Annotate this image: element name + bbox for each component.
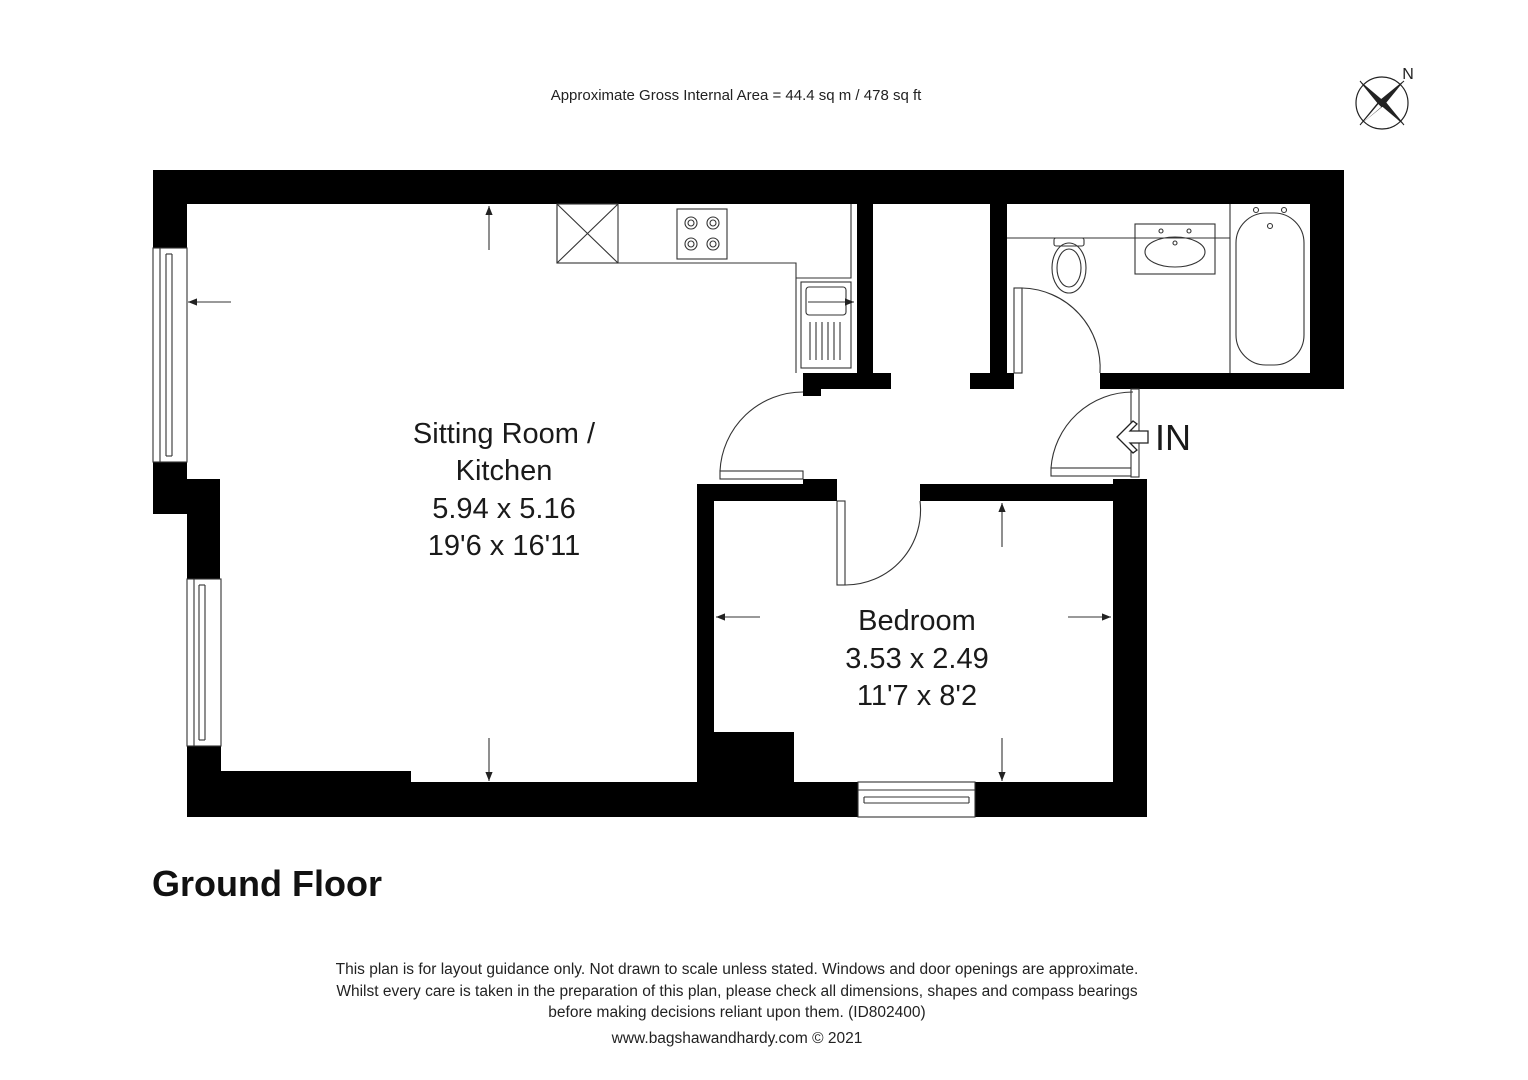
walls <box>153 170 1344 817</box>
sitting-room-imperial: 19'6 x 16'11 <box>427 530 581 562</box>
entrance-label: IN <box>1155 417 1191 458</box>
compass-north-label: N <box>1402 66 1414 83</box>
sitting-room-label <box>413 418 596 562</box>
disclaimer <box>336 961 1139 1047</box>
door-bedroom <box>837 501 921 585</box>
floor-title: Ground Floor <box>152 863 382 904</box>
sitting-room-metric: 5.94 x 5.16 <box>432 493 576 525</box>
door-bathroom <box>1014 288 1100 373</box>
sitting-room-name-1: Sitting Room / <box>412 418 596 450</box>
disclaimer-line-3: before making decisions reliant upon them. (ID802400) <box>548 1004 926 1021</box>
bedroom-label <box>845 605 989 712</box>
door-sitting-room <box>720 392 803 479</box>
disclaimer-line-2: Whilst every care is taken in the preparation of this plan, please check all dimensions, shapes and compass bearings <box>336 983 1138 1000</box>
disclaimer-line-1: This plan is for layout guidance only. Not drawn to scale unless stated. Windows and door openings are approximate. <box>335 961 1139 978</box>
window-left-lower <box>187 579 221 746</box>
bedroom-name: Bedroom <box>858 605 976 637</box>
bathtub-icon <box>1230 204 1304 373</box>
website-copyright: www.bagshawandhardy.com © 2021 <box>611 1030 863 1047</box>
window-left-upper <box>153 248 187 462</box>
entrance-arrow-icon <box>1117 421 1148 453</box>
sitting-room-name-2: Kitchen <box>455 455 553 487</box>
hob-icon <box>677 209 727 259</box>
toilet-icon <box>1052 238 1086 293</box>
bedroom-imperial: 11'7 x 8'2 <box>856 680 978 712</box>
sink-icon <box>801 282 851 368</box>
bedroom-metric: 3.53 x 2.49 <box>845 643 989 675</box>
kitchen-worktop <box>557 204 851 373</box>
compass-rose-icon <box>1356 77 1408 129</box>
washbasin-icon <box>1135 224 1215 274</box>
gross-area-label: Approximate Gross Internal Area = 44.4 sq m / 478 sq ft <box>550 87 922 104</box>
window-bedroom <box>858 782 975 817</box>
